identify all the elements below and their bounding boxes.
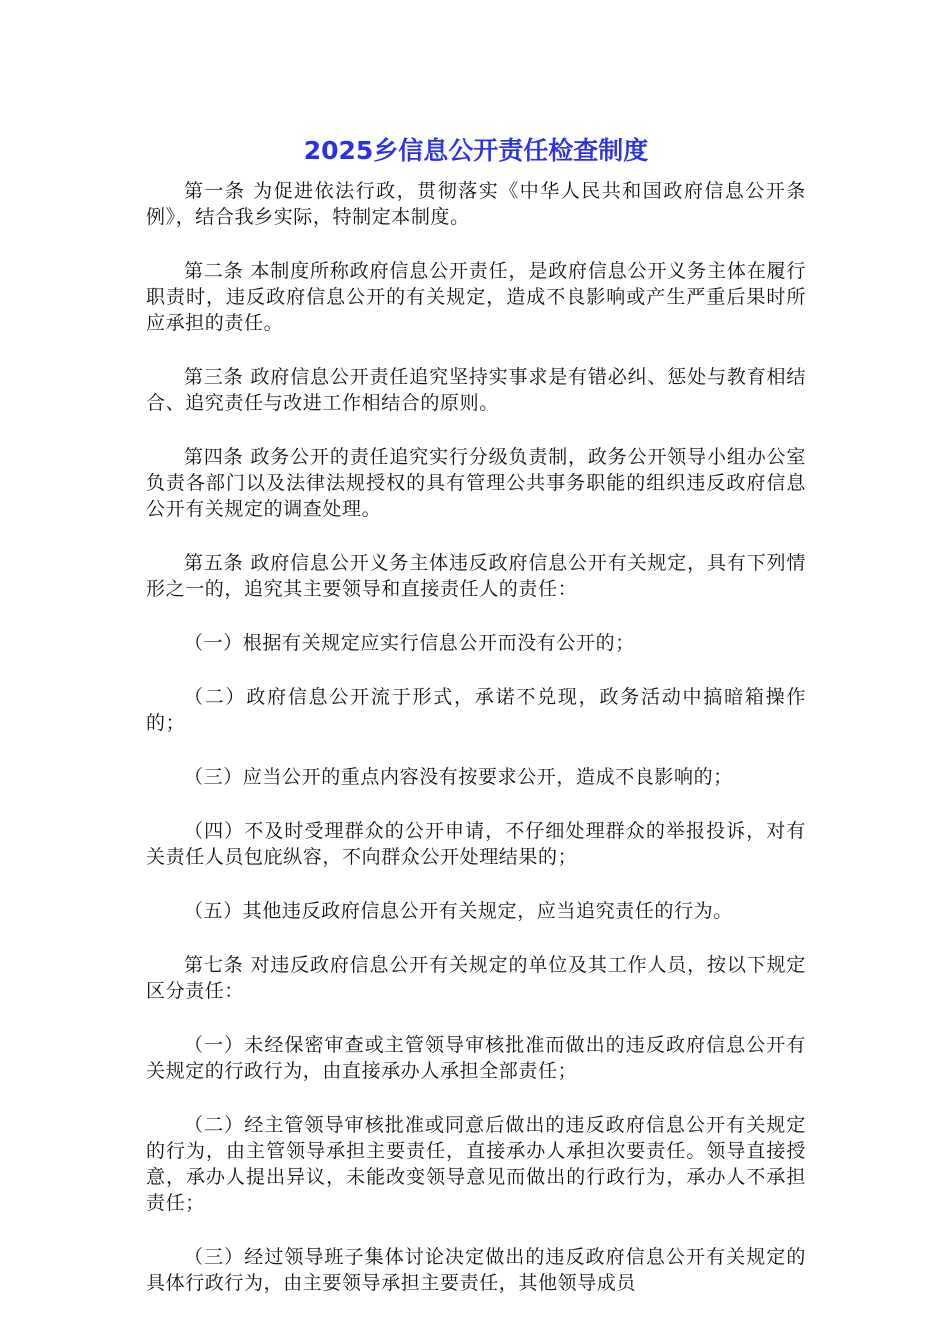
paragraph-article-5-item-2: （二）政府信息公开流于形式，承诺不兑现，政务活动中搞暗箱操作的； [146,686,806,734]
document-title: 2025乡信息公开责任检查制度 [303,136,649,165]
paragraph-article-7-item-1: （一）未经保密审查或主管领导审核批准而做出的违反政府信息公开有关规定的行政行为，由直接承办人承担全部责任； [146,1034,806,1082]
paragraph-article-4: 第四条 政务公开的责任追究实行分级负责制，政务公开领导小组办公室负责各部门以及法律法规授权的具有管理公共事务职能的组织违反政府信息公开有关规定的调查处理。 [146,446,806,520]
paragraph-article-5-item-1: （一）根据有关规定应实行信息公开而没有公开的； [184,632,635,654]
paragraph-article-7-item-3: （三）经过领导班子集体讨论决定做出的违反政府信息公开有关规定的具体行政行为，由主要领导承担主要责任，其他领导成员 [146,1246,806,1294]
paragraph-article-5-item-5: （五）其他违反政府信息公开有关规定，应当追究责任的行为。 [184,900,733,922]
paragraph-article-1: 第一条 为促进依法行政，贯彻落实《中华人民共和国政府信息公开条例》，结合我乡实际，特制定本制度。 [146,180,806,228]
paragraph-article-7-item-2: （二）经主管领导审核批准或同意后做出的违反政府信息公开有关规定的行为，由主管领导承担主要责任，直接承办人承担次要责任。领导直接授意，承办人提出异议，未能改变领导意见而做出的行政行为，承办人不承担责任； [146,1114,806,1214]
paragraph-article-7: 第七条 对违反政府信息公开有关规定的单位及其工作人员，按以下规定区分责任： [146,954,806,1002]
paragraph-article-5-item-3: （三）应当公开的重点内容没有按要求公开，造成不良影响的； [184,766,733,788]
paragraph-article-2: 第二条 本制度所称政府信息公开责任，是政府信息公开义务主体在履行职责时，违反政府信息公开的有关规定，造成不良影响或产生严重后果时所应承担的责任。 [146,260,806,334]
paragraph-article-3: 第三条 政府信息公开责任追究坚持实事求是有错必纠、惩处与教育相结合、追究责任与改进工作相结合的原则。 [146,366,806,414]
paragraph-article-5: 第五条 政府信息公开义务主体违反政府信息公开有关规定，具有下列情形之一的，追究其主要领导和直接责任人的责任： [146,552,806,600]
paragraph-article-5-item-4: （四）不及时受理群众的公开申请，不仔细处理群众的举报投诉，对有关责任人员包庇纵容，不向群众公开处理结果的； [146,820,806,868]
document-body [146,132,806,1324]
